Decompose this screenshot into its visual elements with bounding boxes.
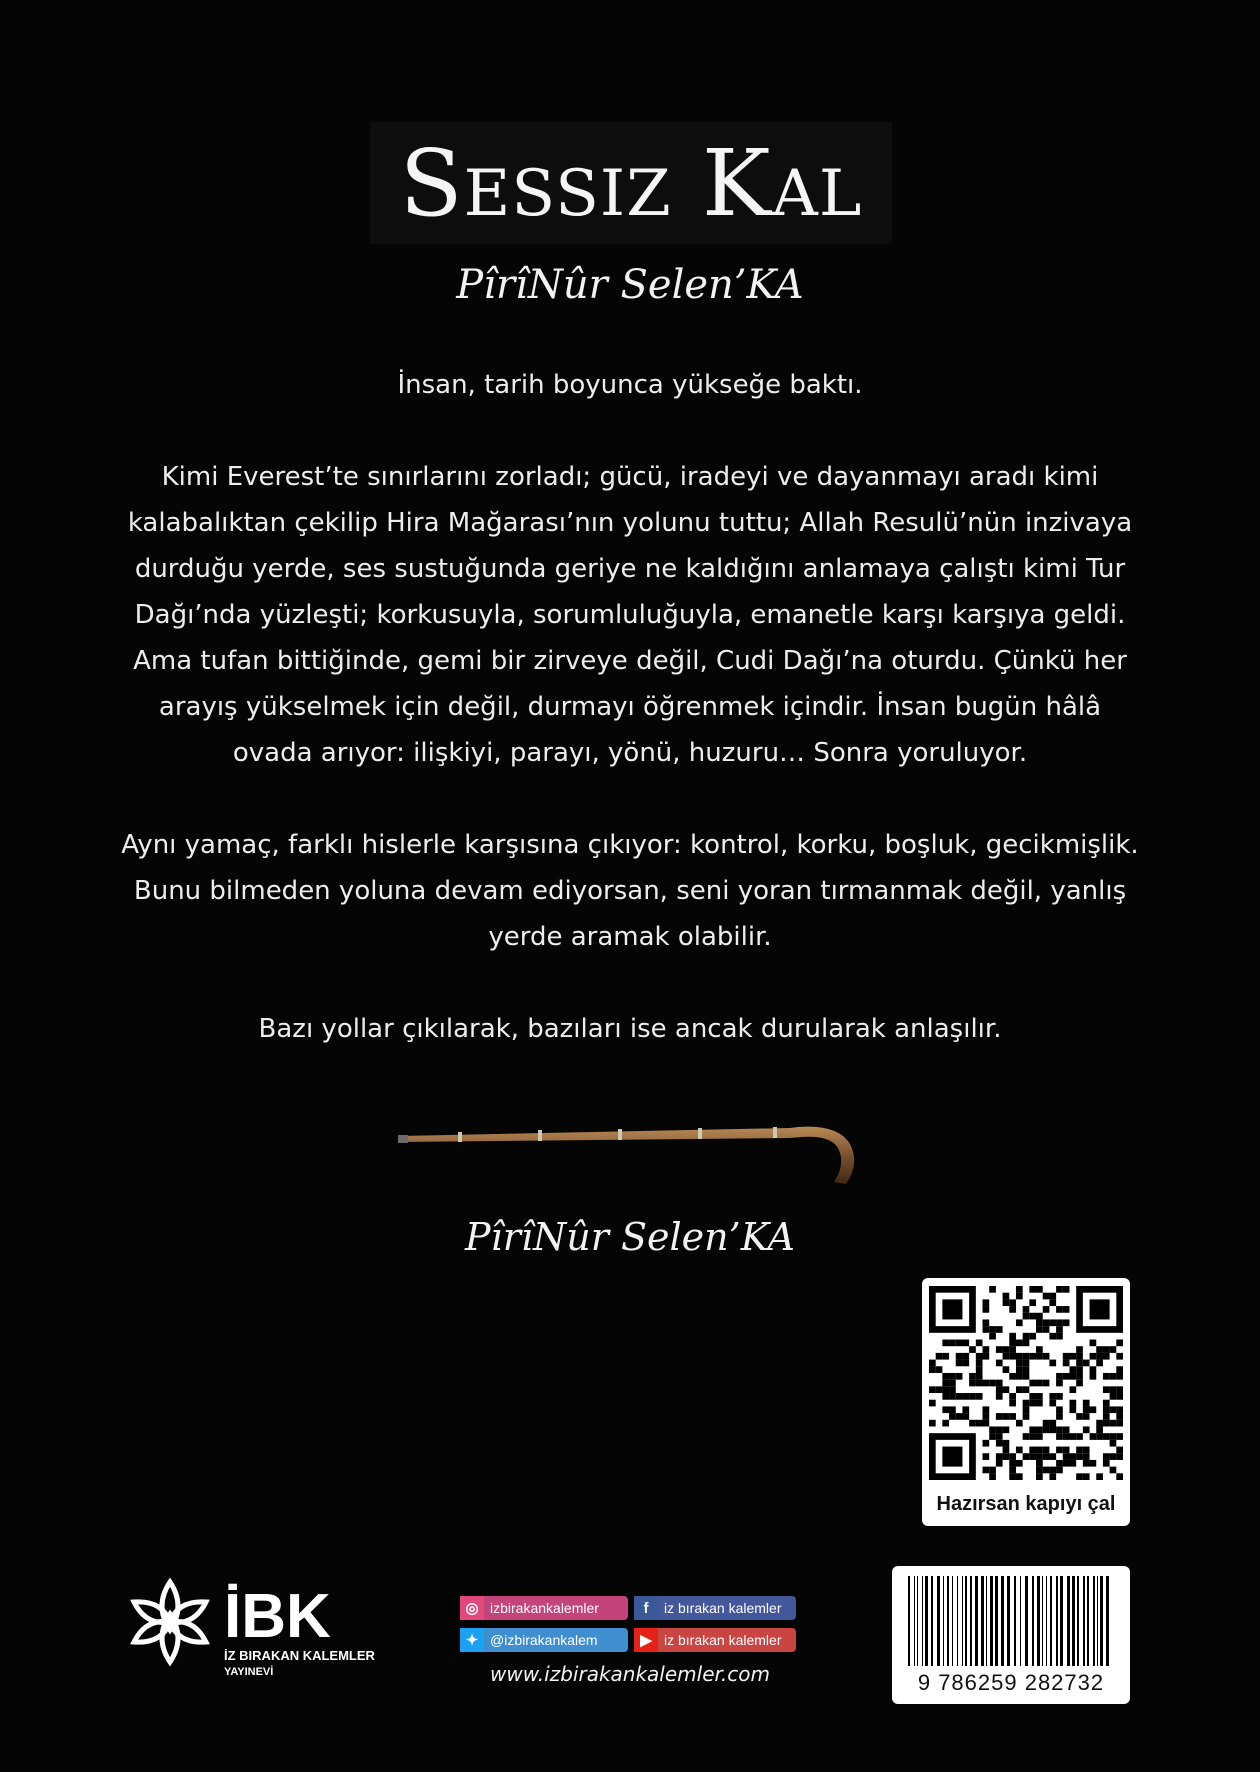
instagram-icon: ◎ [460,1596,484,1620]
publisher-abbr: İBK [224,1582,331,1651]
youtube-icon: ▶ [634,1628,658,1652]
book-title: Sessiz Kal [399,129,863,237]
twitter-link[interactable] [460,1628,628,1652]
walking-cane-illustration [398,1122,868,1202]
facebook-link[interactable] [634,1596,796,1620]
blurb-paragraph-2: Kimi Everest’te sınırlarını zorladı; gücü, iradeyi ve dayanmayı aradı kimi kalabalıktan çekilip Hira Mağarası’nın yolunu tuttu; Allah Resulü’nün inzivaya durduğu yerde, ses sustuğunda geriye ne kaldığını anlamaya çalıştı kimi Tur Dağı’nda yüzleşti; korkusuyla, sorumluluğuyla, emanetle karşı karşıya geldi. Ama tufan bittiğinde, gemi bir zirveye değil, Cudi Dağı’na oturdu. Çünkü her arayış yükselmek için değil, durmayı öğrenmek içindir. İnsan bugün hâlâ ovada arıyor: ilişkiyi, parayı, yönü, huzuru… Sonra yoruluyor. [127,462,1133,768]
publisher-name: İZ BIRAKAN KALEMLER [224,1648,375,1663]
publisher-type: YAYINEVİ [224,1666,274,1678]
blurb-paragraph-4: Bazı yollar çıkılarak, bazıları ise ancak durularak anlaşılır. [258,1014,1002,1044]
twitter-handle: @izbirakankalem [490,1632,598,1648]
twitter-icon: ✦ [460,1628,484,1652]
qr-caption: Hazırsan kapıyı çal [936,1493,1116,1515]
facebook-icon: f [634,1596,658,1620]
instagram-link[interactable] [460,1596,628,1620]
youtube-handle: iz bırakan kalemler [664,1632,782,1648]
author-signature: PîrîNûr Selen’KA [464,1215,795,1259]
facebook-handle: iz bırakan kalemler [664,1600,782,1616]
blurb-paragraph-3: Aynı yamaç, farklı hislerle karşısına çıkıyor: kontrol, korku, boşluk, gecikmişlik. Bunu bilmeden yoluna devam ediyorsan, seni yoran tırmanmak değil, yanlış yerde aramak olabilir. [121,830,1139,952]
author-name: PîrîNûr Selen’KA [456,262,804,308]
youtube-link[interactable] [634,1628,796,1652]
title-box [370,122,892,244]
barcode-card [892,1566,1130,1704]
social-links [460,1596,800,1706]
lotus-logo-icon [120,1572,220,1672]
publisher-logo [120,1572,400,1712]
instagram-handle: izbirakankalemler [490,1600,599,1616]
blurb [120,362,1140,1052]
qr-code[interactable] [929,1286,1123,1480]
website-link[interactable]: www.izbirakankalemler.com [490,1662,770,1686]
blurb-paragraph-1: İnsan, tarih boyunca yükseğe baktı. [397,370,863,400]
isbn-barcode [904,1576,1118,1666]
isbn-number: 9 786259 282732 [917,1670,1105,1695]
qr-card[interactable] [922,1278,1130,1526]
